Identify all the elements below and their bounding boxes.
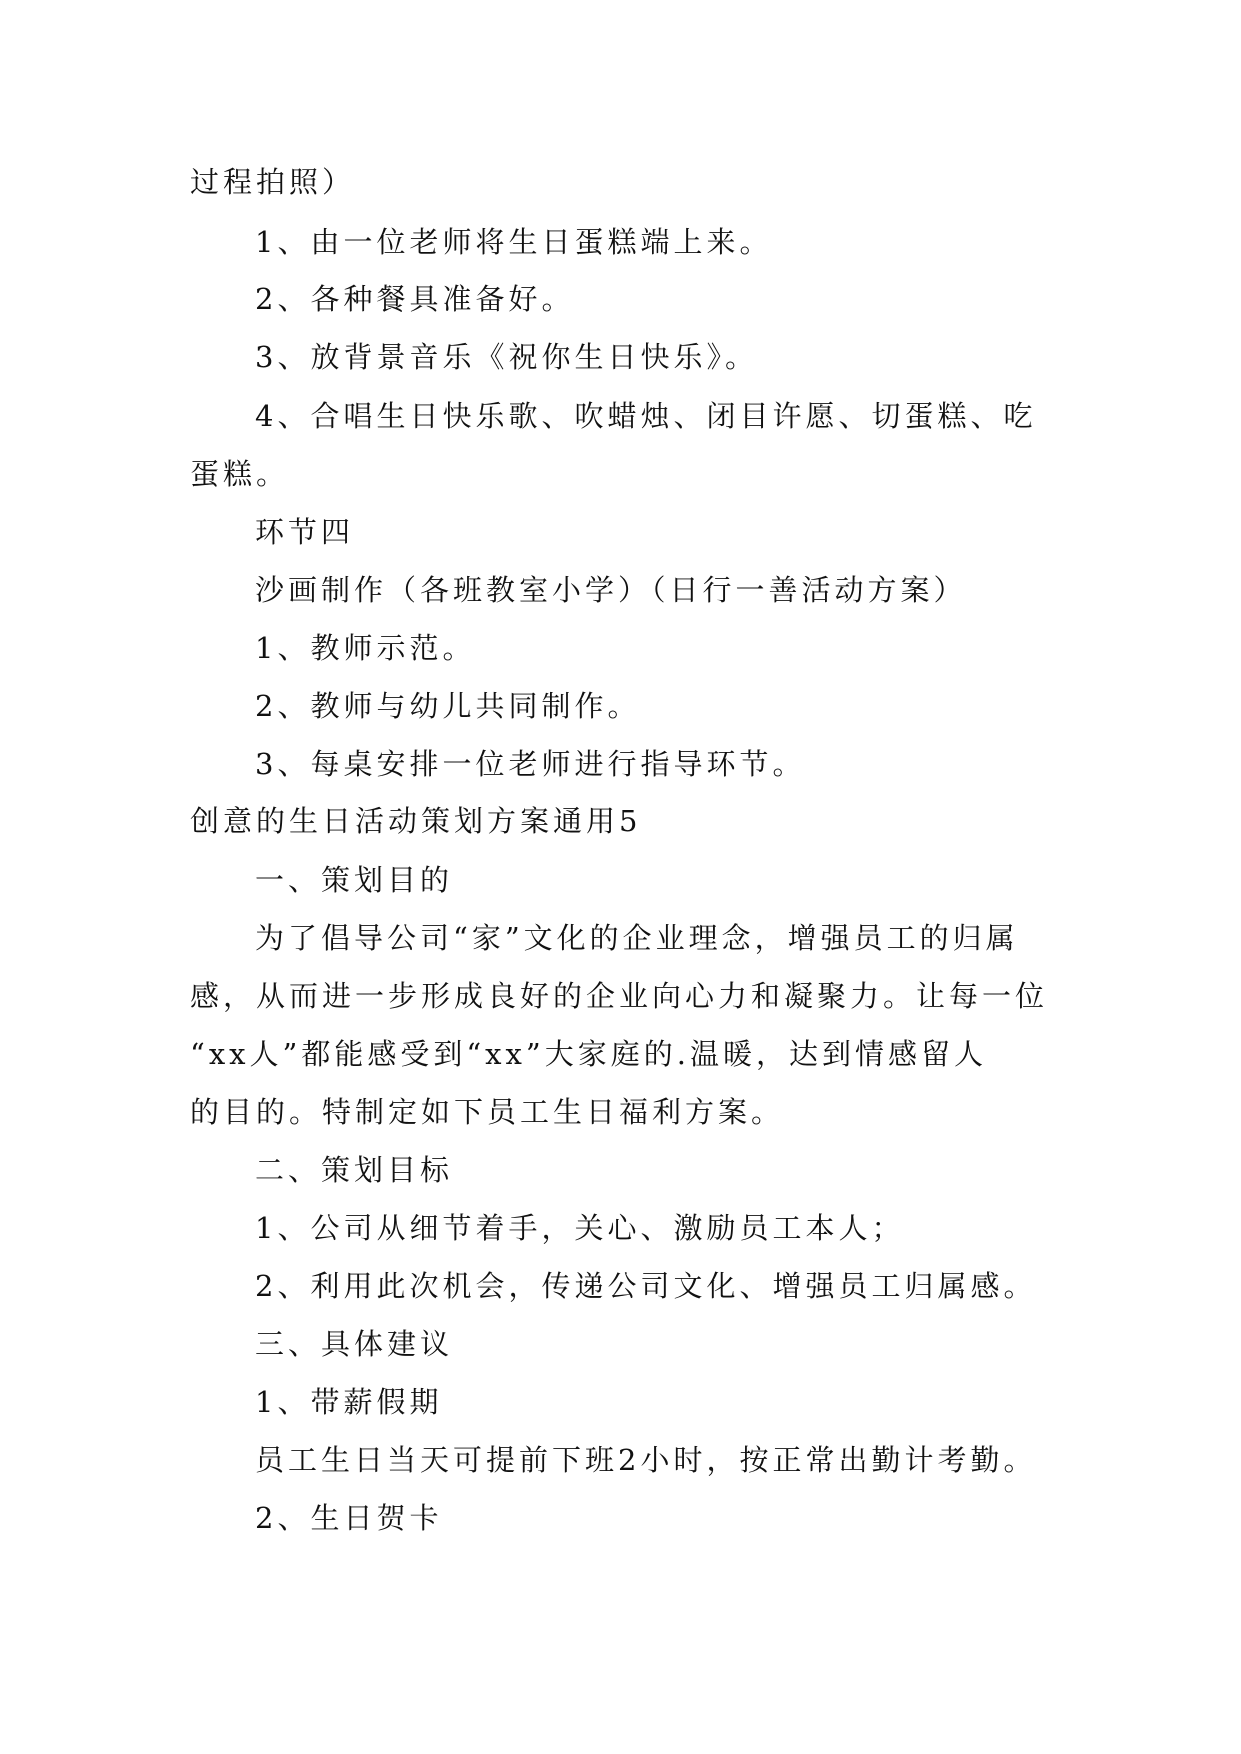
text-line: 2、利用此次机会，传递公司文化、增强员工归属感。 <box>255 1269 1037 1303</box>
text-line: 1、由一位老师将生日蛋糕端上来。 <box>255 225 773 259</box>
text-line: 为了倡导公司“家”文化的企业理念，增强员工的归属 <box>255 921 1019 955</box>
section-heading: 一、策划目的 <box>255 863 454 897</box>
text-line: 2、各种餐具准备好。 <box>255 282 575 316</box>
text-line: 感，从而进一步形成良好的企业向心力和凝聚力。让每一位 <box>190 979 1049 1013</box>
text-line: 1、带薪假期 <box>255 1385 443 1419</box>
document-title: 创意的生日活动策划方案通用5 <box>190 804 642 838</box>
text-line: 3、放背景音乐《祝你生日快乐》。 <box>255 340 758 374</box>
text-line: 沙画制作（各班教室小学）（日行一善活动方案） <box>255 573 967 607</box>
text-line: 的目的。特制定如下员工生日福利方案。 <box>190 1095 785 1129</box>
text-line: 2、教师与幼儿共同制作。 <box>255 689 641 723</box>
text-line: 2、生日贺卡 <box>255 1501 443 1535</box>
text-line: 员工生日当天可提前下班2小时，按正常出勤计考勤。 <box>255 1443 1037 1477</box>
section-heading: 环节四 <box>255 515 355 549</box>
text-line: 1、公司从细节着手，关心、激励员工本人； <box>255 1211 905 1245</box>
text-line: “xx人”都能感受到“xx”大家庭的.温暖，达到情感留人 <box>190 1037 987 1071</box>
text-line: 3、每桌安排一位老师进行指导环节。 <box>255 747 806 781</box>
text-line: 4、合唱生日快乐歌、吹蜡烛、闭目许愿、切蛋糕、吃 <box>255 399 1037 433</box>
text-line: 1、教师示范。 <box>255 631 476 665</box>
text-line: 蛋糕。 <box>190 457 290 491</box>
section-heading: 二、策划目标 <box>255 1153 454 1187</box>
text-line: 过程拍照） <box>190 165 356 199</box>
section-heading: 三、具体建议 <box>255 1327 454 1361</box>
